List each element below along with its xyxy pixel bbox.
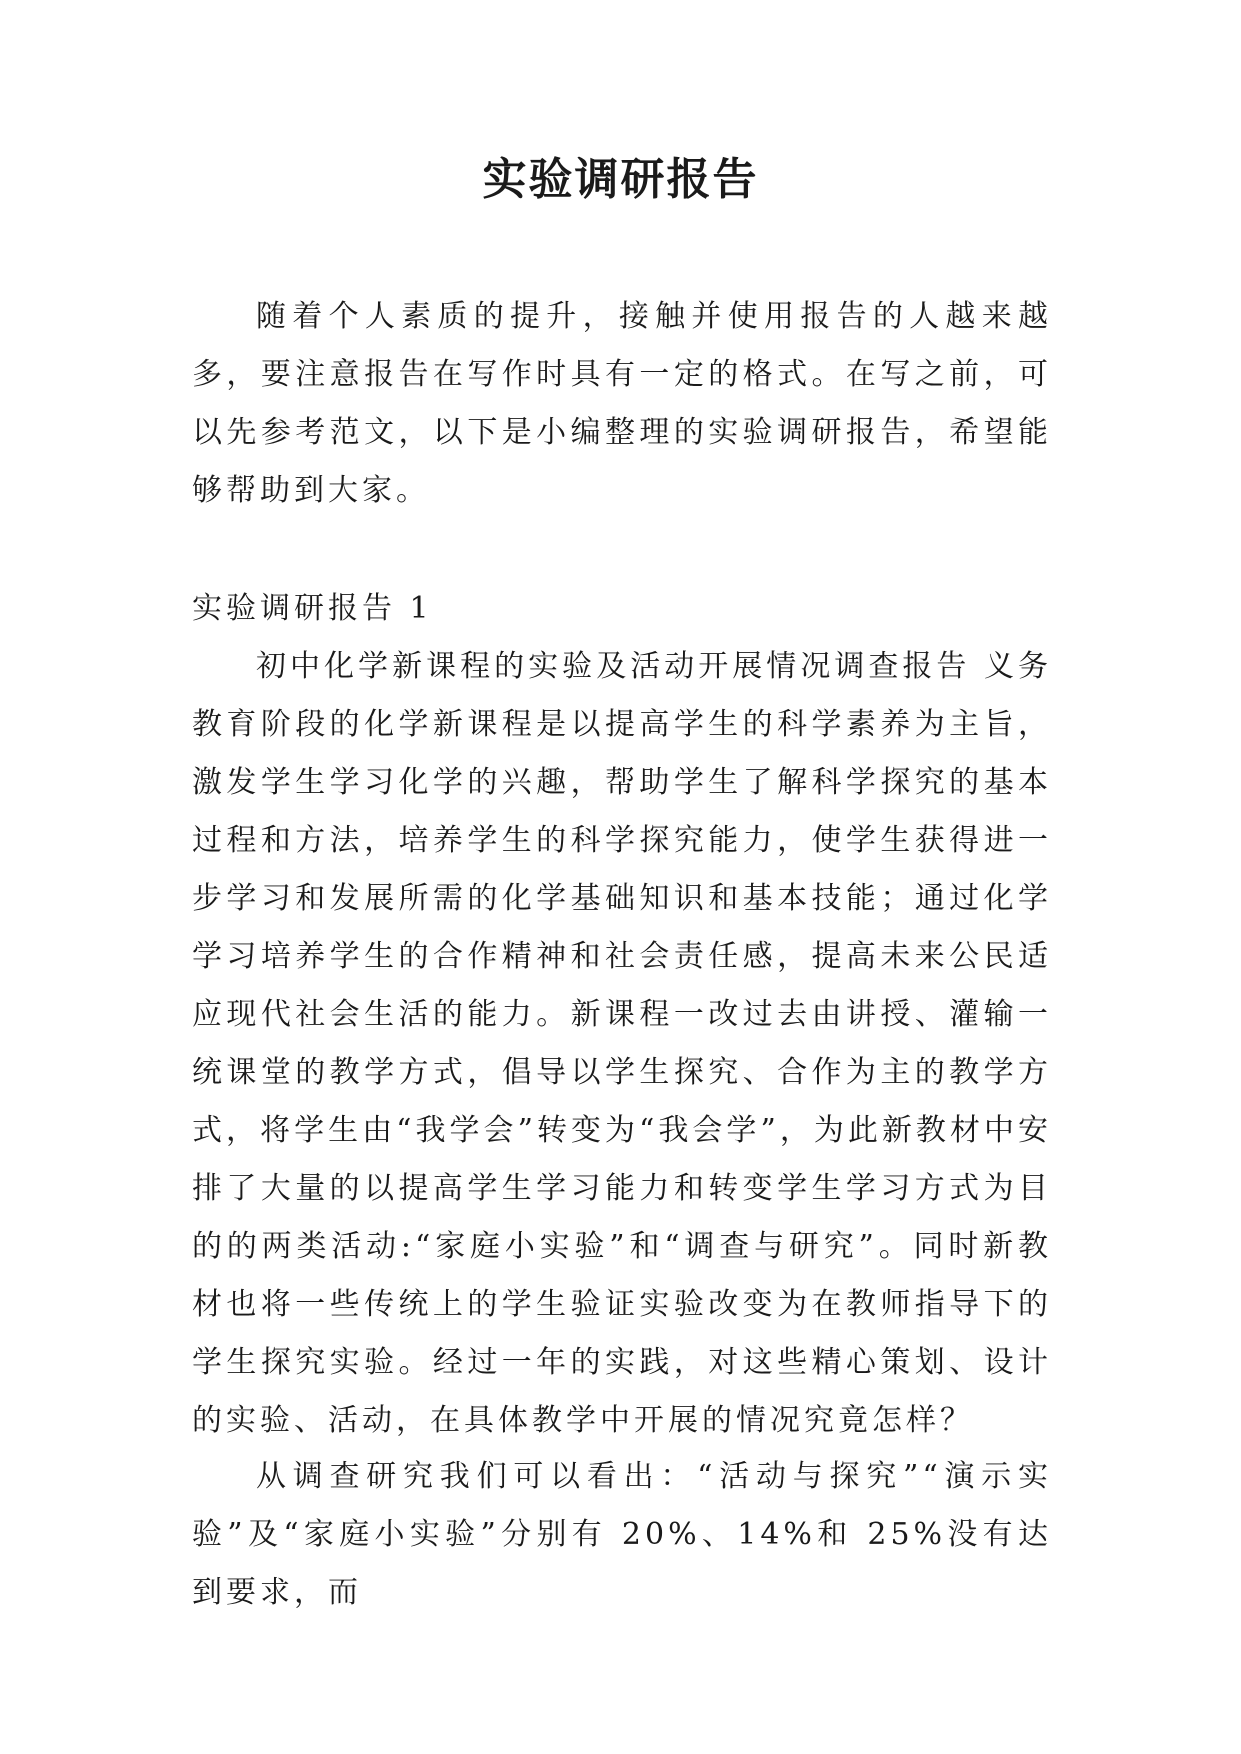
section-heading: 实验调研报告 1 [192, 591, 433, 626]
body-paragraph-1: 初中化学新课程的实验及活动开展情况调查报告 义务教育阶段的化学新课程是以提高学生的科学素养为主旨，激发学生学习化学的兴趣，帮助学生了解科学探究的基本过程和方法，培养学生的科学探究能力，使学生获得进一步学习和发展所需的化学基础知识和基本技能；通过化学学习培养学生的合作精神和社会责任感，提高未来公民适应现代社会生活的能力。新课程一改过去由讲授、灌输一统课堂的教学方式，倡导以学生探究、合作为主的教学方式，将学生由“我学会”转变为“我会学”，为此新教材中安排了大量的以提高学生学习能力和转变学生学习方式为目的的两类活动:“家庭小实验”和“调查与研究”。同时新教材也将一些传统上的学生验证实验改变为在教师指导下的学生探究实验。经过一年的实践，对这些精心策划、设计的实验、活动，在具体教学中开展的情况究竟怎样？ [192, 649, 1052, 1438]
document-title: 实验调研报告 [482, 154, 759, 205]
intro-paragraph: 随着个人素质的提升，接触并使用报告的人越来越多，要注意报告在写作时具有一定的格式。在写之前，可以先参考范文，以下是小编整理的实验调研报告，希望能够帮助到大家。 [192, 299, 1052, 508]
body-paragraph-2: 从调查研究我们可以看出：“活动与探究”“演示实验”及“家庭小实验”分别有 20%、14%和 25%没有达到要求，而 [192, 1459, 1052, 1610]
